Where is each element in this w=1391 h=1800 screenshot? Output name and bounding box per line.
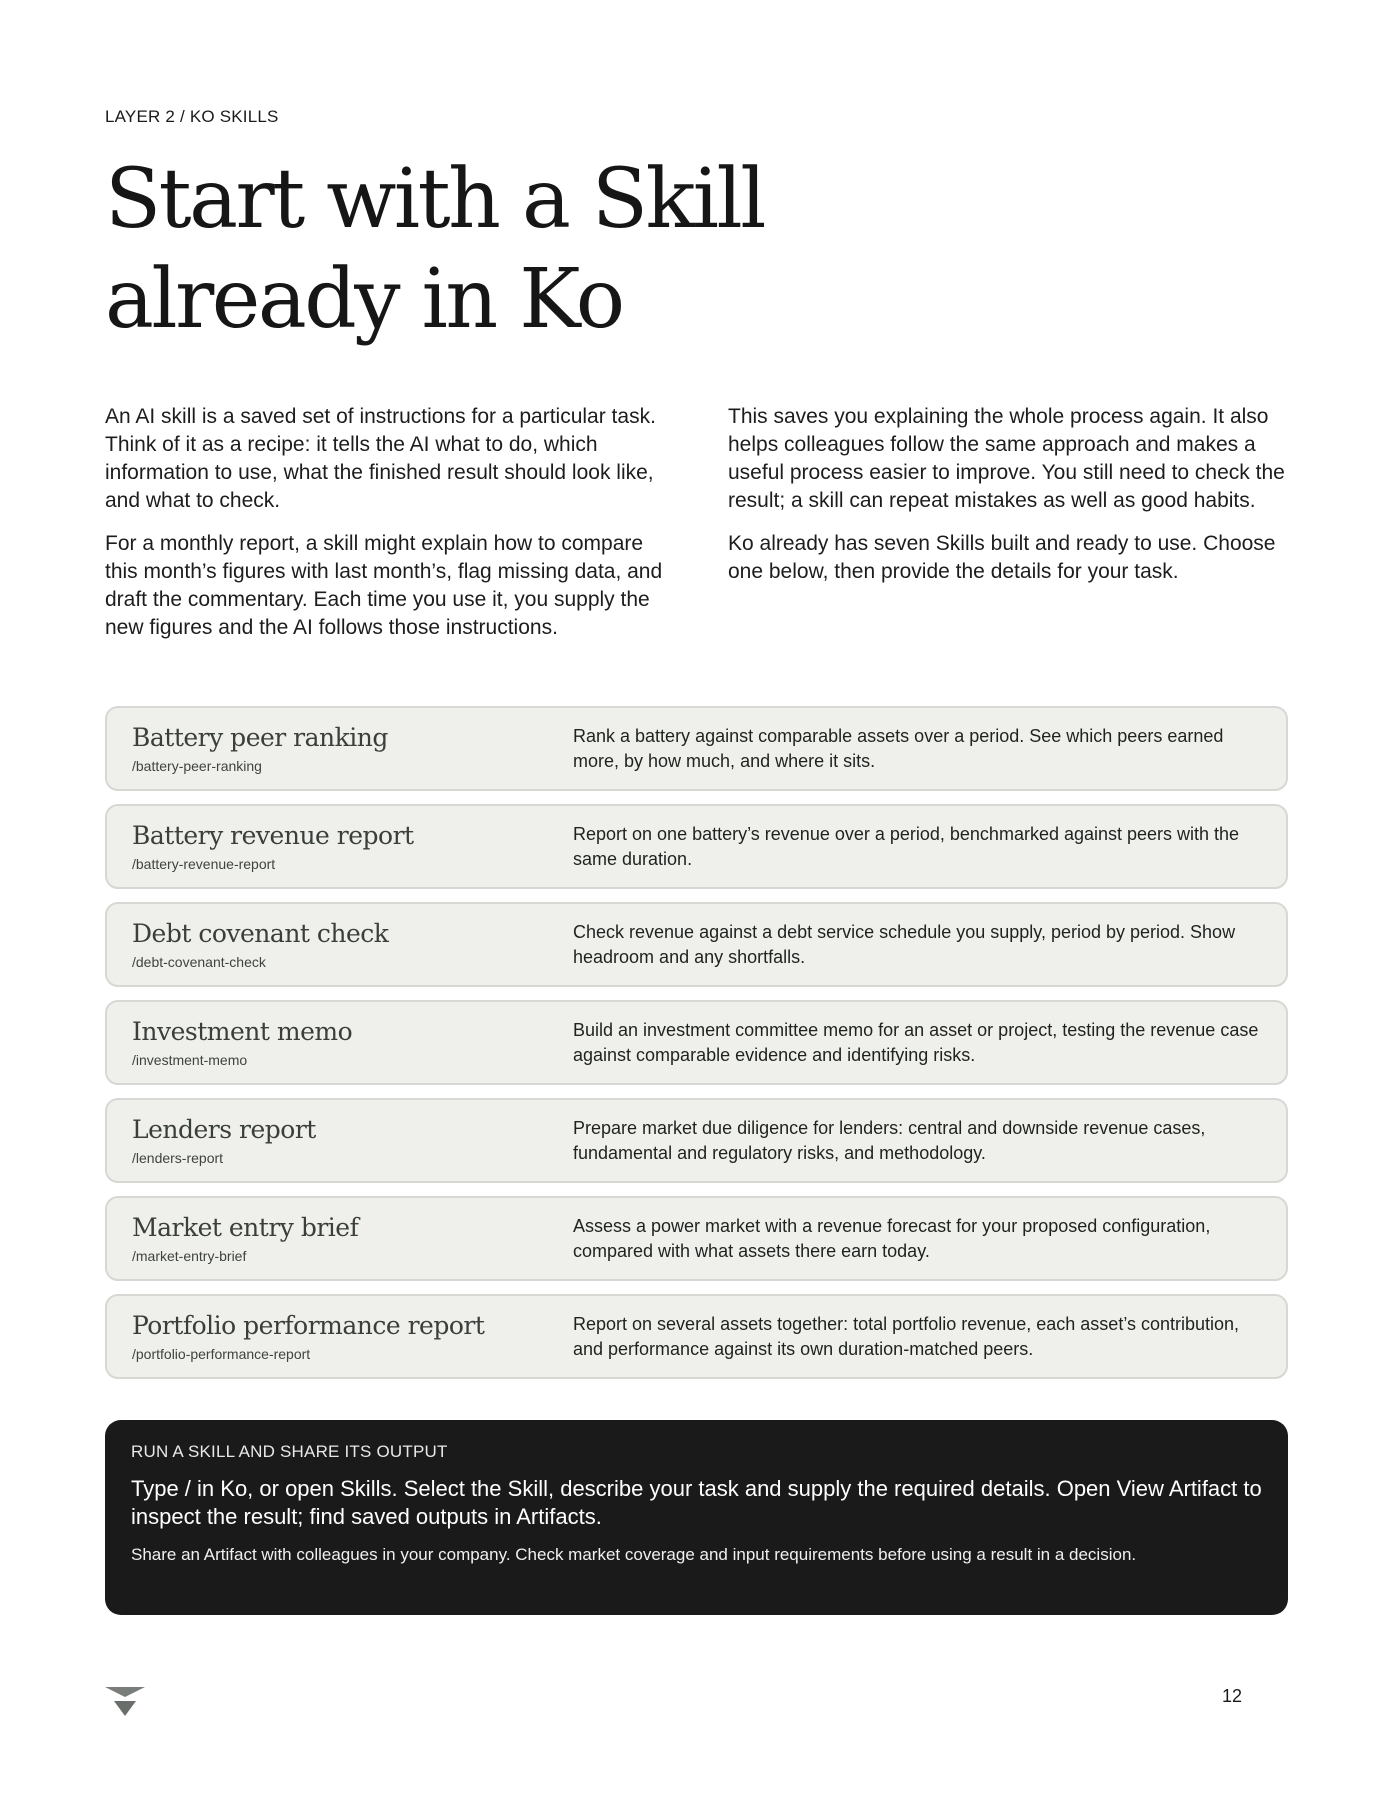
- skill-heading: [132, 1017, 573, 1069]
- skill-name: Battery revenue report: [132, 820, 414, 850]
- skill-heading: [132, 1115, 573, 1167]
- skill-name: Investment memo: [132, 1016, 353, 1046]
- intro-paragraph: Ko already has seven Skills built and ready to use. Choose one below, then provide the details for your task.: [728, 532, 1276, 583]
- skills-list: [105, 706, 1288, 1392]
- skill-heading: [132, 1311, 573, 1363]
- skill-card-debt-covenant-check[interactable]: [105, 902, 1288, 987]
- callout-sub-text: Share an Artifact with colleagues in your company. Check market coverage and input requirements before using a result in a decision.: [131, 1545, 1137, 1564]
- skill-name: Market entry brief: [132, 1212, 359, 1242]
- page-title-line-2: already in Ko: [105, 252, 623, 347]
- skill-card-investment-memo[interactable]: [105, 1000, 1288, 1085]
- skill-description: Rank a battery against comparable assets over a period. See which peers earned more, by how much, and where it sits.: [573, 725, 1224, 771]
- section-eyebrow: LAYER 2 / KO SKILLS: [105, 107, 279, 126]
- page-title-line-1: Start with a Skill: [105, 152, 764, 247]
- skill-card-market-entry-brief[interactable]: [105, 1196, 1288, 1281]
- skill-card-portfolio-performance-report[interactable]: [105, 1294, 1288, 1379]
- skill-name: Battery peer ranking: [132, 722, 388, 752]
- intro-paragraph: This saves you explaining the whole process again. It also helps colleagues follow the same approach and makes a useful process easier to improve. You still need to check the result; a skill can repeat mistakes as well as good habits.: [728, 405, 1285, 512]
- skill-command: /lenders-report: [132, 1149, 224, 1166]
- skill-name: Portfolio performance report: [132, 1310, 485, 1340]
- skill-heading: [132, 723, 573, 775]
- skill-command: /battery-peer-ranking: [132, 757, 262, 774]
- callout-label: RUN A SKILL AND SHARE ITS OUTPUT: [131, 1442, 448, 1461]
- skill-heading: [132, 821, 573, 873]
- callout-main-text: Type / in Ko, or open Skills. Select the Skill, describe your task and supply the required details. Open View Artifact to inspect the result; find saved outputs in Artifacts.: [131, 1476, 1262, 1529]
- chevron-down-logo-icon: [105, 1682, 145, 1722]
- skill-description: Report on several assets together: total portfolio revenue, each asset’s contribution, and performance against its own duration-matched peers.: [573, 1313, 1240, 1359]
- skill-card-battery-peer-ranking[interactable]: [105, 706, 1288, 791]
- page-number: 12: [1221, 1686, 1242, 1706]
- skill-command: /debt-covenant-check: [132, 953, 266, 970]
- skill-description: Build an investment committee memo for an asset or project, testing the revenue case against comparable evidence and identifying risks.: [573, 1019, 1259, 1065]
- run-skill-callout: [105, 1420, 1288, 1615]
- document-page: [105, 0, 1288, 1800]
- skill-card-battery-revenue-report[interactable]: [105, 804, 1288, 889]
- skill-command: /portfolio-performance-report: [132, 1345, 311, 1362]
- intro-left-column: [105, 403, 665, 657]
- skill-heading: [132, 1213, 573, 1265]
- intro-paragraph: For a monthly report, a skill might explain how to compare this month’s figures with last month’s, flag missing data, and draft the commentary. Each time you use it, you supply the new figures and the AI follows those instructions.: [105, 532, 663, 639]
- page-title: [105, 150, 905, 350]
- skill-command: /battery-revenue-report: [132, 855, 276, 872]
- intro-right-column: [728, 403, 1288, 657]
- skill-name: Debt covenant check: [132, 918, 389, 948]
- skill-description: Report on one battery’s revenue over a period, benchmarked against peers with the same duration.: [573, 823, 1240, 869]
- intro-columns: [105, 403, 1288, 657]
- skill-command: /investment-memo: [132, 1051, 248, 1068]
- skill-heading: [132, 919, 573, 971]
- skill-description: Assess a power market with a revenue forecast for your proposed configuration, compared with what assets there earn today.: [573, 1215, 1211, 1261]
- skill-command: /market-entry-brief: [132, 1247, 247, 1264]
- skill-description: Prepare market due diligence for lenders: central and downside revenue cases, fundamental and regulatory risks, and methodology.: [573, 1117, 1206, 1163]
- intro-paragraph: An AI skill is a saved set of instructions for a particular task. Think of it as a recipe: it tells the AI what to do, which information to use, what the finished result should look like, and what to check.: [105, 405, 656, 512]
- skill-name: Lenders report: [132, 1114, 316, 1144]
- skill-description: Check revenue against a debt service schedule you supply, period by period. Show headroom and any shortfalls.: [573, 921, 1236, 967]
- skill-card-lenders-report[interactable]: [105, 1098, 1288, 1183]
